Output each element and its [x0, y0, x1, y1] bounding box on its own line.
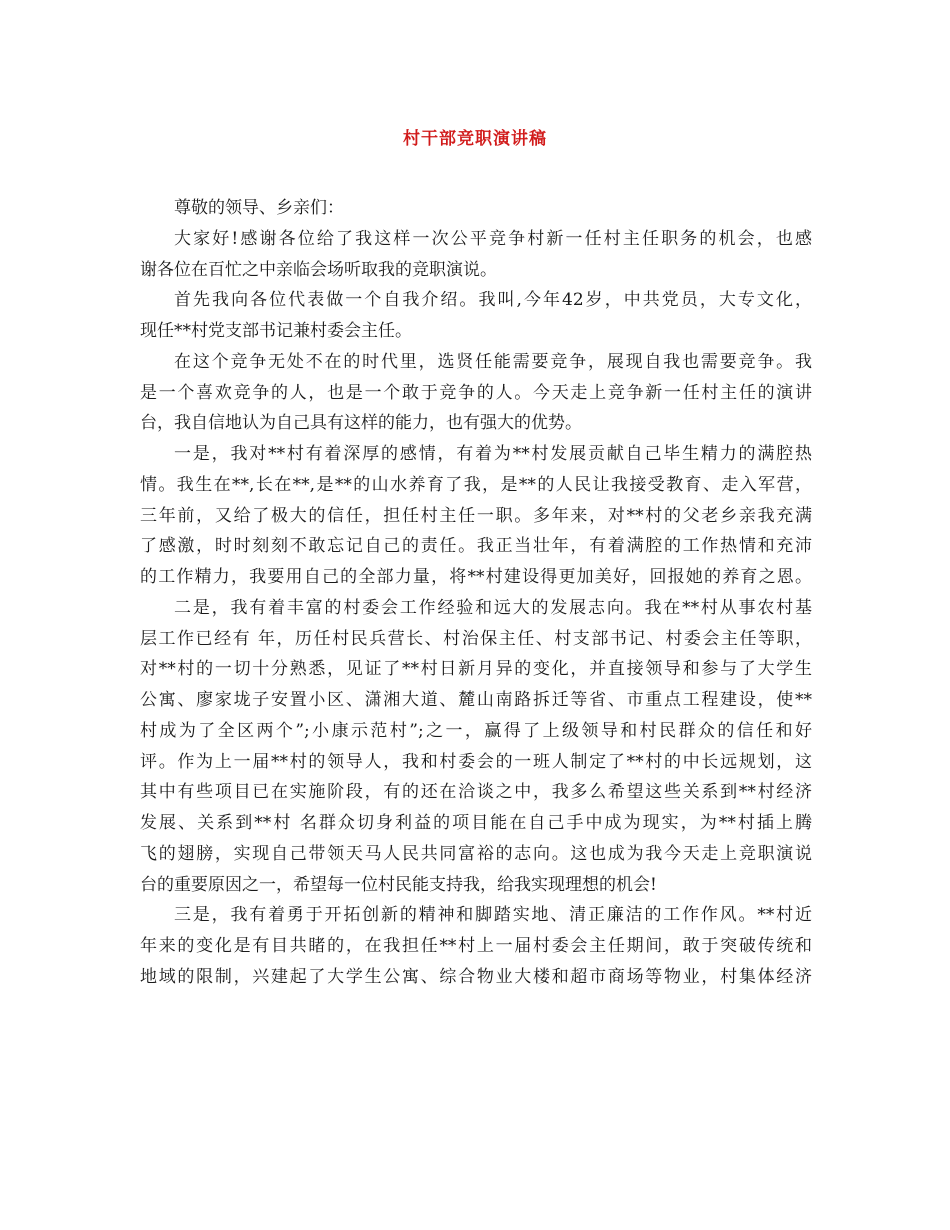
body-text-line: 情。我生在**,长在**,是**的山水养育了我，是**的人民让我接受教育、走入军营， [140, 474, 812, 495]
body-text-line: 二是，我有着丰富的村委会工作经验和远大的发展志向。我在**村从事农村基 [174, 597, 812, 618]
body-text-line: 现任**村党支部书记兼村委会主任。 [140, 321, 412, 341]
body-text-line: 层工作已经有 年，历任村民兵营长、村治保主任、村支部书记、村委会主任等职， [140, 628, 812, 649]
body-text-line: 地域的限制，兴建起了大学生公寓、综合物业大楼和超市商场等物业，村集体经济 [140, 966, 812, 987]
body-text-line: 首先我向各位代表做一个自我介绍。我叫,今年42岁，中共党员，大专文化， [174, 290, 812, 311]
document-body [140, 193, 812, 993]
body-text-line: 大家好!感谢各位给了我这样一次公平竞争村新一任村主任职务的机会，也感 [174, 228, 812, 249]
body-text-line: 三年前，又给了极大的信任，担任村主任一职。多年来，对**村的父老乡亲我充满 [140, 505, 812, 526]
body-text-line: 一是，我对**村有着深厚的感情，有着为**村发展贡献自己毕生精力的满腔热 [174, 444, 812, 464]
body-text-line: 是一个喜欢竞争的人，也是一个敢于竞争的人。今天走上竞争新一任村主任的演讲 [140, 382, 812, 403]
body-text-line: 三是，我有着勇于开拓创新的精神和脚踏实地、清正廉洁的工作作风。**村近 [174, 905, 812, 926]
body-text-line: 其中有些项目已在实施阶段，有的还在洽谈之中，我多么希望这些关系到**村经济 [140, 782, 812, 803]
body-text-line: 台的重要原因之一，希望每一位村民能支持我，给我实现理想的机会! [140, 874, 657, 895]
body-text-line: 公寓、廖家垅子安置小区、潇湘大道、麓山南路拆迁等省、市重点工程建设，使** [140, 690, 812, 710]
body-text-line: 年来的变化是有目共睹的，在我担任**村上一届村委会主任期间，敢于突破传统和 [140, 936, 812, 956]
body-text-line: 谢各位在百忙之中亲临会场听取我的竞职演说。 [140, 259, 497, 280]
body-text-line: 的工作精力，我要用自己的全部力量，将**村建设得更加美好，回报她的养育之恩。 [140, 567, 812, 587]
body-text-line: 飞的翅膀，实现自己带领天马人民共同富裕的志向。这也成为我今天走上竞职演说 [140, 843, 812, 864]
document-title: 村干部竞职演讲稿 [403, 129, 547, 149]
body-text-line: 发展、关系到**村 名群众切身利益的项目能在自己手中成为现实，为**村插上腾 [140, 813, 812, 833]
body-text-line: 对**村的一切十分熟悉，见证了**村日新月异的变化，并直接领导和参与了大学生 [140, 659, 812, 680]
body-text-line: 台，我自信地认为自己具有这样的能力，也有强大的优势。 [140, 413, 582, 434]
body-text-line: 村成为了全区两个”;小康示范村”;之一，赢得了上级领导和村民群众的信任和好 [140, 720, 812, 741]
body-text-line: 评。作为上一届**村的领导人，我和村委会的一班人制定了**村的中长远规划，这 [140, 751, 812, 772]
body-text-line: 尊敬的领导、乡亲们： [174, 198, 344, 218]
body-text-line: 了感激，时时刻刻不敢忘记自己的责任。我正当壮年，有着满腔的工作热情和充沛 [140, 536, 812, 557]
body-text-line: 在这个竞争无处不在的时代里，选贤任能需要竞争，展现自我也需要竞争。我 [174, 351, 812, 372]
